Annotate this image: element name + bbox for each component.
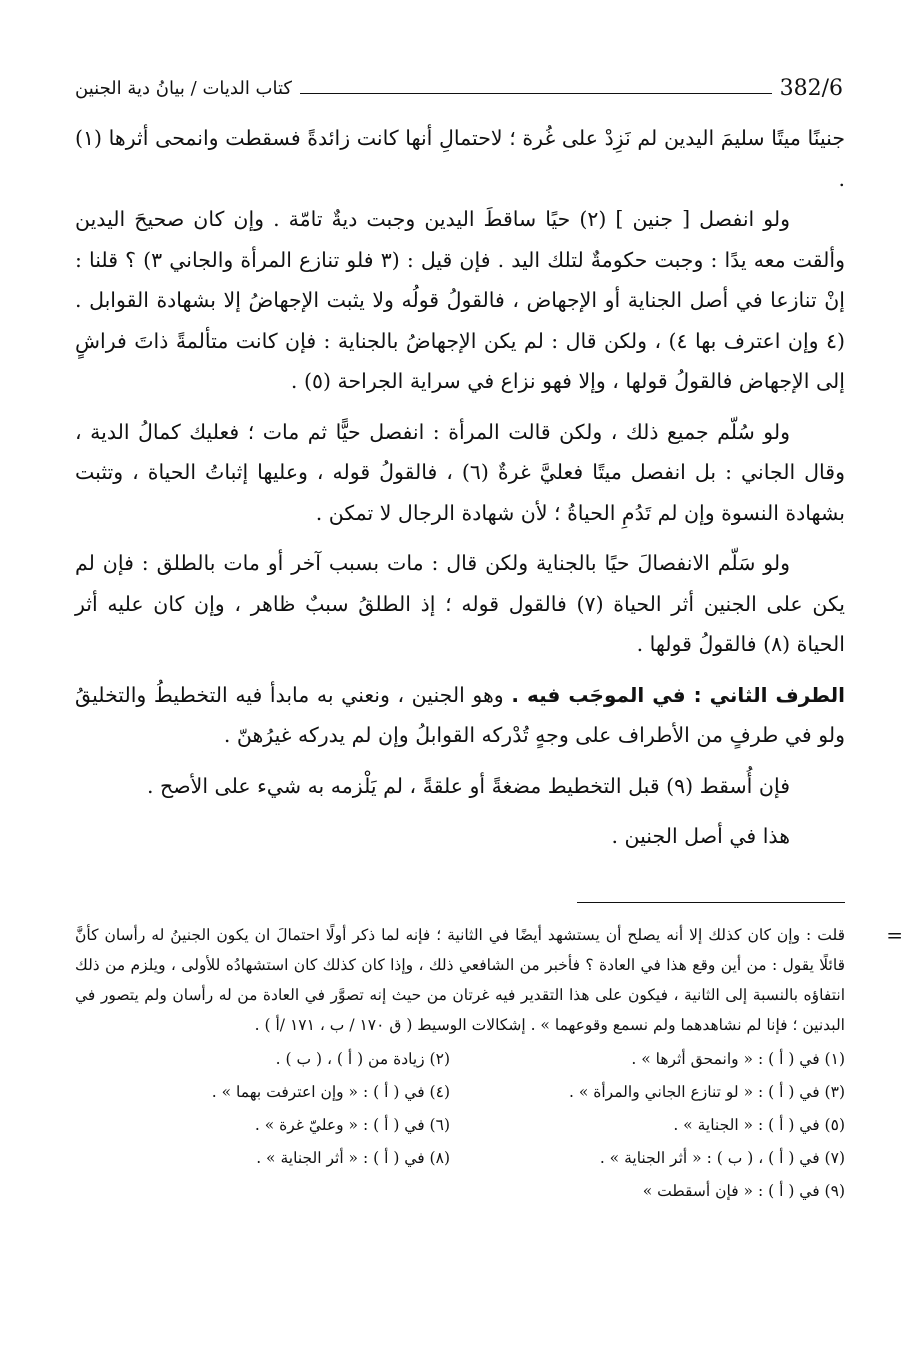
page-number: 382/6 [779,76,843,101]
main-text [75,118,845,867]
section-heading: الطرف الثاني : في الموجَب فيه . [511,682,846,707]
footnote-item: (٨) في ( أ ) : « أثر الجناية » . [256,1149,450,1167]
running-title: كتاب الديات / بيانُ دية الجنين [75,78,292,99]
paragraph: ولو سُلّم جميع ذلك ، ولكن قالت المرأة : انفصل حيًّا ثم مات ؛ فعليك كمالُ الدية ، وقال الجاني : بل انفصل ميتًا فعليَّ غرةٌ (٦) ، فالقولُ قوله ، وعليها إثباتُ الحياة ، وتثبت بشهادة النسوة وإن لم تَدُمِ الحياةُ ؛ لأن شهادة الرجال لا تمكن . [75,419,845,525]
paragraph: ولو انفصل [ جنين ] (٢) حيًا ساقطَ اليدين وجبت ديةٌ تامّة . وإن كان صحيحَ اليدين وألقت معه يدًا : وجبت حكومةٌ لتلك اليد . فإن قيل : (٣ فلو تنازع المرأة والجاني ٣) ؟ قلنا : إنْ تنازعا في أصل الجناية أو الإجهاض ، فالقولُ قولُه ولا يثبت الإجهاضُ إلا بشهادة القوابل . (٤ وإن اعترف بها ٤) ، ولكن قال : لم يكن الإجهاضُ بالجناية : فإن كانت متألمةً ذاتَ فراشٍ إلى الإجهاض فالقولُ قولها ، وإلا فهو نزاع في سراية الجراحة (٥) . [75,207,846,393]
section-paragraph [75,675,845,756]
footnote-item: (٤) في ( أ ) : « وإن اعترفت بهما » . [211,1083,450,1101]
footnote-list [75,1044,845,1207]
section-text: وهو الجنين ، ونعني به مابدأ فيه التخطيطُ والتخليقُ ولو في طرفٍ من الأطراف على وجهٍ تُدْركه القوابلُ وإن لم يدركه غيرُهنّ . [75,682,845,747]
paragraph: ولو سَلّم الانفصالَ حيًا بالجناية ولكن قال : مات بسبب آخر أو مات بالطلق : فإن لم يكن على الجنين أثر الحياة (٧) فالقول قوله ؛ إذ الطلقُ سببٌ ظاهر ، وإن كان عليه أثر الحياة (٨) فالقولُ قولها . [75,551,845,656]
footnote-separator [577,902,845,903]
footnote-item: (٥) في ( أ ) : « الجناية » . [673,1116,845,1134]
footnote-item: (٢) زيادة من ( أ ) ، ( ب ) . [275,1050,450,1068]
footnote-item: (٦) في ( أ ) : « وعليّ غرة » . [254,1116,450,1134]
footnote-continuation [75,920,903,1040]
header-rule [300,93,772,94]
footnote-item: (٩) في ( أ ) : « فإن أسقطت » [642,1182,845,1200]
paragraph: جنينًا ميتًا سليمَ اليدين لم نَزِدْ على غُرة ؛ لاحتمالِ أنها كانت زائدةً فسقطت وانمحى أثرها (١) . [75,126,845,191]
footnotes [75,920,903,1207]
continuation-text: قلت : وإن كان كذلك إلا أنه يصلح أن يستشهد أيضًا في الثانية ؛ فإنه لما ذكر أولًا احتمالَ ان يكون الجنينُ له رأسان كأنَّ قائلًا يقول : من أين وقع هذا في العادة ؟ فأخبر من الشافعي ذلك ، وإذا كان كذلك كان استشهادُه للأولى ، ويلزم من ذلك انتفاؤه بالنسبة إلى الثانية ، فيكون على هذا التقدير فيه غرتان من حيث إنه تصوَّر في العادة من له رأسان ولم يتصور في البدنين ؛ فإنا لم نشاهدهما ولم نسمع وقوعهما » . إشكالات الوسيط ( ق ١٧٠ / ب ، ١٧١ /أ ) . [75,926,845,1034]
closing-line: هذا في أصل الجنين . [611,824,790,848]
footnote-item: (٣) في ( أ ) : « لو تنازع الجاني والمرأة » . [568,1083,845,1101]
continuation-marker: = [886,923,903,947]
paragraph: فإن أُسقط (٩) قبل التخطيط مضغةً أو علقةً ، لم يَلْزمه به شيء على الأصح . [146,773,790,798]
footnote-item: (١) في ( أ ) : « وانمحق أثرها » . [631,1050,845,1068]
running-header [75,62,843,102]
footnote-item: (٧) في ( أ ) ، ( ب ) : « أثر الجناية » . [599,1149,845,1167]
